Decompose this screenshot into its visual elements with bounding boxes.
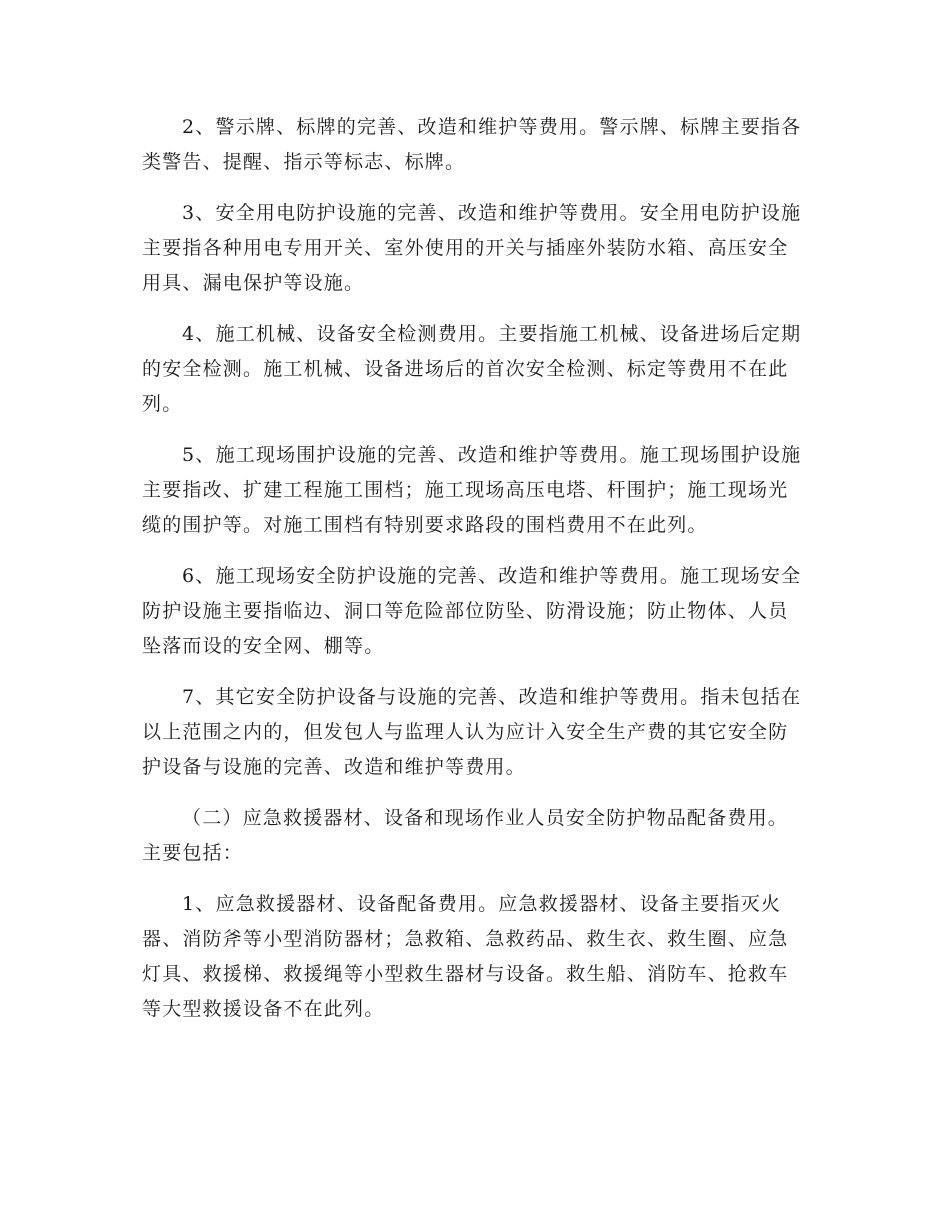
paragraph-site-protection: 6、施工现场安全防护设施的完善、改造和维护等费用。施工现场安全防护设施主要指临边、洞口等危险部位防坠、防滑设施；防止物体、人员坠落而设的安全网、棚等。 (142, 565, 802, 657)
paragraph-machinery-inspection: 4、施工机械、设备安全检测费用。主要指施工机械、设备进场后定期的安全检测。施工机械、设备进场后的首次安全检测、标定等费用不在此列。 (142, 323, 802, 415)
paragraph-site-enclosure: 5、施工现场围护设施的完善、改造和维护等费用。施工现场围护设施主要指改、扩建工程施工围档；施工现场高压电塔、杆围护；施工现场光缆的围护等。对施工围档有特别要求路段的围档费用不在此列。 (142, 444, 802, 536)
section-heading-emergency: （二）应急救援器材、设备和现场作业人员安全防护物品配备费用。主要包括： (142, 807, 789, 864)
paragraph-other-protection: 7、其它安全防护设备与设施的完善、改造和维护等费用。指未包括在以上范围之内的，但发包人与监理人认为应计入安全生产费的其它安全防护设备与设施的完善、改造和维护等费用。 (142, 686, 802, 778)
paragraph-emergency-equipment: 1、应急救援器材、设备配备费用。应急救援器材、设备主要指灭火器、消防斧等小型消防器材；急救箱、急救药品、救生衣、救生圈、应急灯具、救援梯、救援绳等小型救生器材与设备。救生船、消防车、抢救车等大型救援设备不在此列。 (142, 893, 789, 1020)
paragraph-warning-signs: 2、警示牌、标牌的完善、改造和维护等费用。警示牌、标牌主要指各类警告、提醒、指示等标志、标牌。 (142, 116, 802, 173)
paragraph-electrical-safety: 3、安全用电防护设施的完善、改造和维护等费用。安全用电防护设施主要指各种用电专用开关、室外使用的开关与插座外装防水箱、高压安全用具、漏电保护等设施。 (142, 202, 802, 294)
document-body (142, 110, 807, 1043)
